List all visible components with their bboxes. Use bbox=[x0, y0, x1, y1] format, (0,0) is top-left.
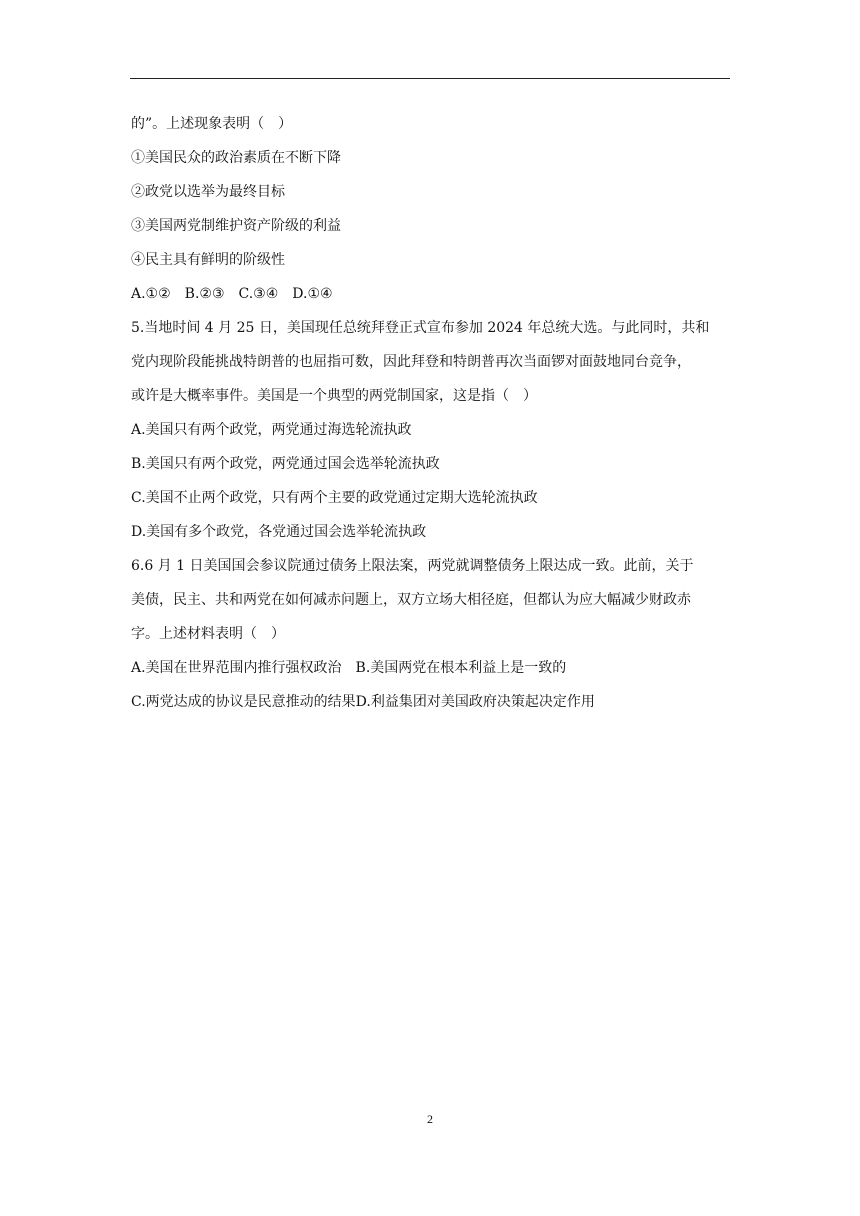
text-line-q4-item-1: ①美国民众的政治素质在不断下降 bbox=[131, 150, 341, 166]
text-line-q5-option-a: A.美国只有两个政党，两党通过海选轮流执政 bbox=[131, 422, 412, 438]
header-rule bbox=[130, 78, 730, 79]
text-line-q6-options-ab: A.美国在世界范围内推行强权政治 B.美国两党在根本利益上是一致的 bbox=[131, 660, 567, 676]
text-line-q4-item-4: ④民主具有鲜明的阶级性 bbox=[131, 252, 285, 268]
text-line-q4-options: A.①② B.②③ C.③④ D.①④ bbox=[131, 286, 333, 302]
page-number: 2 bbox=[427, 1112, 433, 1126]
text-line-q4-item-3: ③美国两党制维护资产阶级的利益 bbox=[131, 218, 341, 234]
text-line-q4-stem-end: 的”。上述现象表明（ ） bbox=[131, 116, 293, 132]
text-line-q4-item-2: ②政党以选举为最终目标 bbox=[131, 184, 285, 200]
text-line-q6-options-cd: C.两党达成的协议是民意推动的结果D.利益集团对美国政府决策起决定作用 bbox=[131, 694, 595, 710]
text-line-q6-stem-2: 美债，民主、共和两党在如何减赤问题上，双方立场大相径庭，但都认为应大幅减少财政赤 bbox=[131, 592, 691, 608]
text-line-q5-option-d: D.美国有多个政党，各党通过国会选举轮流执政 bbox=[131, 524, 427, 540]
text-line-q5-option-c: C.美国不止两个政党，只有两个主要的政党通过定期大选轮流执政 bbox=[131, 490, 538, 506]
document-body bbox=[131, 107, 731, 719]
text-line-q5-stem-1: 5.当地时间 4 月 25 日，美国现任总统拜登正式宣布参加 2024 年总统大选。与此同时，共和 bbox=[131, 320, 710, 336]
text-line-q5-stem-3: 或许是大概率事件。美国是一个典型的两党制国家，这是指（ ） bbox=[131, 388, 537, 404]
text-line-q6-stem-1: 6.6 月 1 日美国国会参议院通过债务上限法案，两党就调整债务上限达成一致。此前，关于 bbox=[131, 558, 694, 574]
text-line-q6-stem-3: 字。上述材料表明（ ） bbox=[131, 626, 285, 642]
text-line-q5-option-b: B.美国只有两个政党，两党通过国会选举轮流执政 bbox=[131, 456, 440, 472]
text-line-q5-stem-2: 党内现阶段能挑战特朗普的也屈指可数，因此拜登和特朗普再次当面锣对面鼓地同台竞争， bbox=[131, 354, 691, 370]
